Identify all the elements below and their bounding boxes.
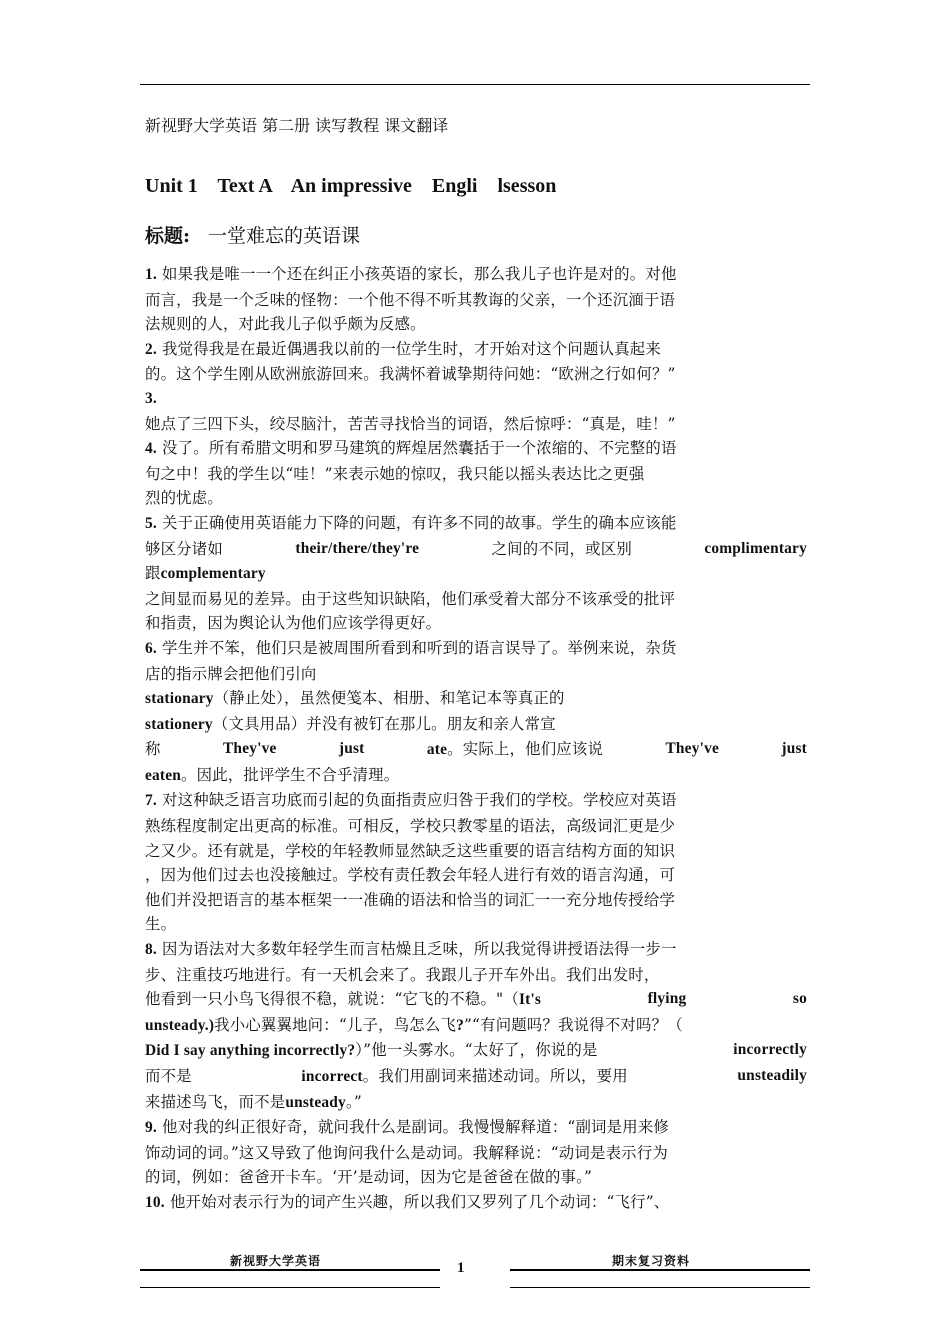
footer-left-label: 新视野大学英语 [230,1254,322,1268]
paragraph-9-line: 9. 他对我的纠正很好奇，就问我什么是副词。我慢慢解释道：“副词是用来修 [145,1118,670,1137]
title-label: 标题: [145,225,191,247]
paragraph-number: 2. [145,340,157,358]
paragraph-6-line: eaten。因此，批评学生不合乎清理。 [145,765,400,784]
translation-body [145,262,807,1216]
paragraph-7-line: 7. 对这种缺乏语言功底而引起的负面指责应归咎于我们的学校。学校应对英语 [145,791,677,810]
paragraph-number: 10. [145,1193,165,1211]
lesson-title-row [145,223,360,249]
paragraph-8-line: 而不是 incorrect。我们用副词来描述动词。所以，要用 unsteadily [145,1067,807,1085]
paragraph-2-line: 的。这个学生刚从欧洲旅游回来。我满怀着诚挚期待问她：“欧洲之行如何？” [145,365,676,384]
paragraph-4-line: 句之中！我的学生以“哇！”来表示她的惊叹，我只能以摇头表达比之更强 [145,464,645,483]
paragraph-4-line: 烈的忧虑。 [145,489,223,508]
paragraph-number: 1. [145,266,157,283]
paragraph-1-line: 1. 如果我是唯一一个还在纠正小孩英语的家长，那么我儿子也许是对的。对他 [145,265,677,283]
paragraph-10-line: 10. 他开始对表示行为的词产生兴趣，所以我们又罗列了几个动词：“飞行”、 [145,1192,670,1211]
paragraph-4-line: 4. 没了。所有希腊文明和罗马建筑的辉煌居然囊括于一个浓缩的、不完整的语 [145,439,677,458]
paragraph-6-line: stationary（静止处），虽然便笺本、相册、和笔记本等真正的 [145,689,565,708]
paragraph-number: 5. [145,514,157,532]
paragraph-number: 8. [145,941,157,959]
paragraph-8-line: 他看到一只小鸟飞得很不稳，就说：“它飞的不稳。"（It's flying so [145,990,807,1009]
paragraph-5-line: 跟complementary [145,564,266,583]
paragraph-9-line: 的词，例如：爸爸开卡车。‘开’是动词，因为它是爸爸在做的事。” [145,1168,593,1187]
paragraph-number: 3. [145,389,157,407]
paragraph-number: 7. [145,792,157,810]
paragraph-number: 6. [145,639,157,657]
paragraph-6-line: 称 They've just ate。实际上，他们应该说 They've just [145,740,807,759]
document-title: 新视野大学英语 第二册 读写教程 课文翻译 [145,116,449,135]
paragraph-7-line: 生。 [145,915,177,934]
paragraph-6-line: stationery（文具用品）并没有被钉在那儿。朋友和亲人常宣 [145,714,556,733]
unit-heading: Unit 1 Text A An impressive Engli lsesson [145,175,557,197]
paragraph-2-line: 2. 我觉得我是在最近偶遇我以前的一位学生时，才开始对这个问题认真起来 [145,339,661,358]
page-number: 1 [457,1260,465,1276]
footer-right-label: 期末复习资料 [612,1254,691,1268]
header-rule [140,84,810,85]
paragraph-7-line: 熟练程度制定出更高的标准。可相反，学校只教零星的语法，高级词汇更是少 [145,817,676,836]
paragraph-5-line: 5. 关于正确使用英语能力下降的问题，有许多不同的故事。学生的确本应该能 [145,513,677,532]
paragraph-5-line: 和指责，因为舆论认为他们应该学得更好。 [145,614,442,633]
paragraph-7-line: ，因为他们过去也没接触过。学校有责任教会年轻人进行有效的语言沟通，可 [145,866,676,885]
paragraph-5-line: 够区分诸如 their/there/they're 之间的不同，或区别 complimentary [145,539,807,558]
paragraph-1-line: 而言，我是一个乏味的怪物：一个他不得不听其教诲的父亲，一个还沉湎于语 [145,290,676,309]
paragraph-1-line: 法规则的人，对此我儿子似乎颇为反感。 [145,315,426,334]
footer-rule [510,1269,810,1271]
paragraph-number: 4. [145,440,157,458]
paragraph-8-line: unsteady.)我小心翼翼地问：“儿子，鸟怎么飞?”“有问题吗？我说得不对吗？（ [145,1015,683,1034]
paragraph-9-line: 饰动词的词。”这又导致了他询问我什么是动词。我解释说：“动词是表示行为 [145,1143,668,1162]
paragraph-5-line: 之间显而易见的差异。由于这些知识缺陷，他们承受着大部分不该承受的批评 [145,589,676,608]
paragraph-3-line: 她点了三四下头，绞尽脑汁，苦苦寻找恰当的词语，然后惊呼：“真是，哇！” [145,414,676,433]
paragraph-6-line: 6. 学生并不笨，他们只是被周围所看到和听到的语言误导了。举例来说，杂货 [145,638,677,657]
paragraph-8-line: 8. 因为语法对大多数年轻学生而言枯燥且乏味，所以我觉得讲授语法得一步一 [145,940,677,959]
paragraph-8-line: 来描述鸟飞，而不是unsteady。” [145,1092,362,1111]
paragraph-6-line: 店的指示牌会把他们引向 [145,664,317,683]
footer-rule [140,1269,440,1271]
paragraph-7-line: 之又少。还有就是，学校的年轻教师显然缺乏这些重要的语言结构方面的知识 [145,841,676,860]
paragraph-8-line: 步、注重技巧地进行。有一天机会来了。我跟儿子开车外出。我们出发时， [145,965,660,984]
paragraph-8-line: Did I say anything incorrectly?）”他一头雾水。“太好了，你说的是 incorrectly [145,1041,807,1060]
footer-rule [140,1287,440,1288]
footer-rule [510,1287,810,1288]
title-value: 一堂难忘的英语课 [208,225,361,247]
paragraph-7-line: 他们并没把语言的基本框架一一准确的语法和恰当的词汇一一充分地传授给学 [145,890,676,909]
paragraph-number: 9. [145,1119,157,1137]
